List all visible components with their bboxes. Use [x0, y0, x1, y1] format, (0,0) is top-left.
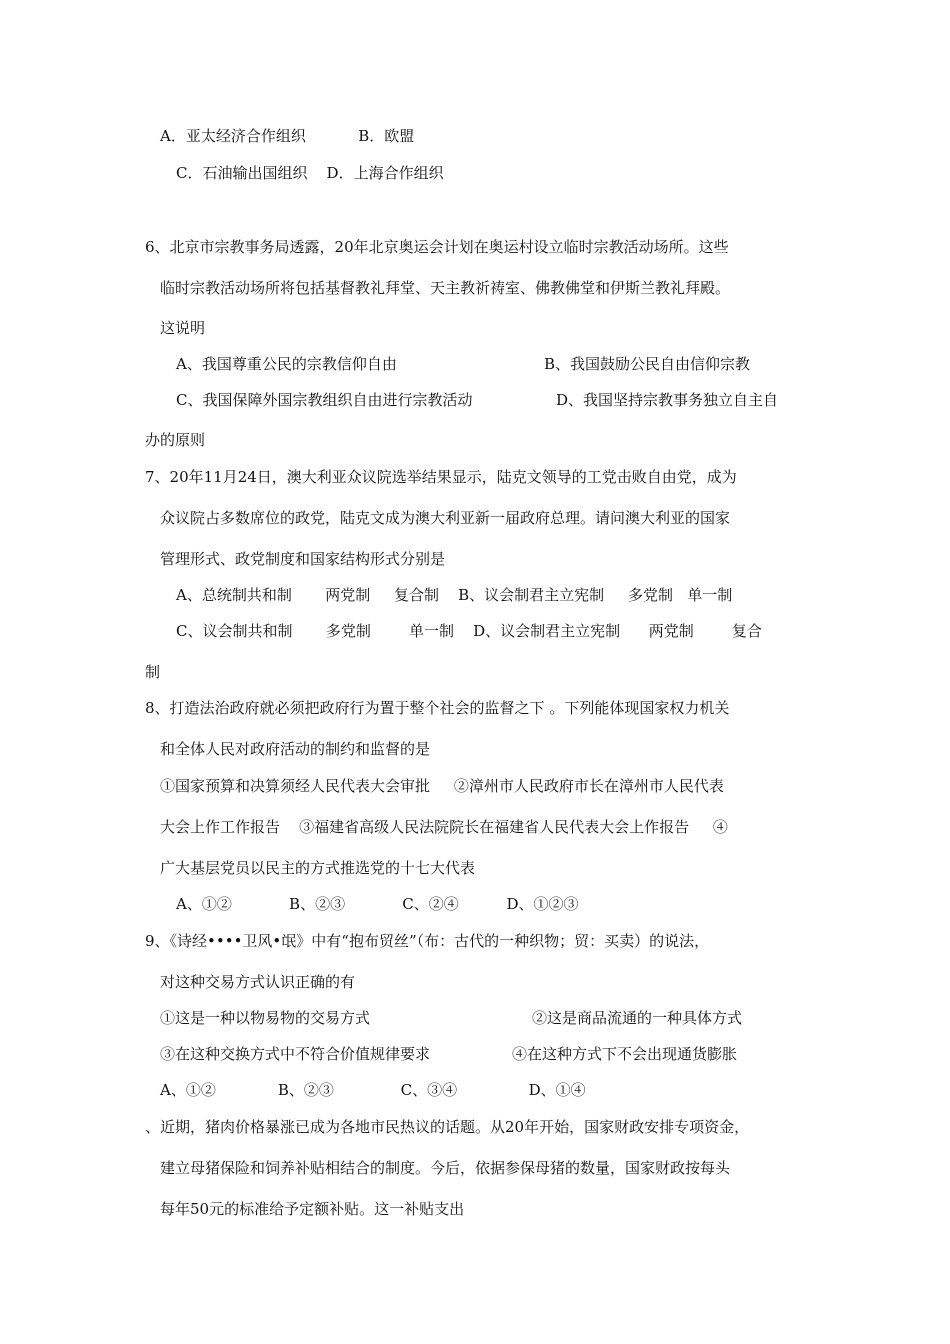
- q6-option-d: D、我国坚持宗教事务独立自主自: [556, 391, 779, 409]
- q6-option-d-continued: 办的原则: [145, 431, 206, 449]
- q7-options-line-3: 制: [145, 663, 161, 681]
- q8-item-line-2: 大会上作工作报告 ③福建省高级人民法院院长在福建省人民代表大会上作报告 ④: [160, 818, 728, 836]
- q6-option-a: A、我国尊重公民的宗教信仰自由: [176, 355, 397, 373]
- q9-options: A、①② B、②③ C、③④ D、①④: [160, 1081, 586, 1099]
- q7-stem-line-3: 管理形式、政党制度和国家结构形式分别是: [160, 550, 446, 568]
- q10-stem-line-3: 每年50元的标准给予定额补贴。这一补贴支出: [160, 1200, 465, 1218]
- q9-item-4: ④在这种方式下不会出现通货膨胀: [512, 1045, 738, 1063]
- q7-options-line-2: C、议会制共和制 多党制 单一制 D、议会制君主立宪制 两党制 复合: [176, 622, 762, 640]
- q8-item-line-1: ①国家预算和决算须经人民代表大会审批 ②漳州市人民政府市长在漳州市人民代表: [160, 777, 724, 795]
- q5-options-line-1: A．亚太经济合作组织 B．欧盟: [160, 127, 415, 145]
- q5-options-line-2: C．石油输出国组织 D．上海合作组织: [176, 164, 444, 182]
- q7-stem-line-2: 众议院占多数席位的政党，陆克文成为澳大利亚新一届政府总理。请问澳大利亚的国家: [160, 509, 731, 527]
- q7-stem-line-1: 7、20年11月24日，澳大利亚众议院选举结果显示，陆克文领导的工党击败自由党，成为: [145, 468, 737, 486]
- q6-stem-line-2: 临时宗教活动场所将包括基督教礼拜堂、天主教祈祷室、佛教佛堂和伊斯兰教礼拜殿。: [160, 279, 731, 297]
- q6-stem-line-3: 这说明: [160, 319, 206, 337]
- q8-item-line-3: 广大基层党员以民主的方式推选党的十七大代表: [160, 859, 476, 877]
- q9-item-3: ③在这种交换方式中不符合价值规律要求: [160, 1045, 431, 1063]
- q7-options-line-1: A、总统制共和制 两党制 复合制 B、议会制君主立宪制 多党制 单一制: [176, 586, 733, 604]
- q8-stem-line-1: 8、打造法治政府就必须把政府行为置于整个社会的监督之下 。下列能体现国家权力机关: [145, 699, 730, 717]
- q8-stem-line-2: 和全体人民对政府活动的制约和监督的是: [160, 740, 431, 758]
- q9-stem-line-2: 对这种交易方式认识正确的有: [160, 973, 356, 991]
- q9-stem-line-1: 9、《诗经••••卫风•氓》中有“抱布贸丝”（布：古代的一种织物；贸：买卖）的说法，: [145, 932, 710, 950]
- q9-item-2: ②这是商品流通的一种具体方式: [532, 1009, 743, 1027]
- q6-option-b: B、我国鼓励公民自由信仰宗教: [544, 355, 751, 373]
- q10-stem-line-2: 建立母猪保险和饲养补贴相结合的制度。今后，依据参保母猪的数量，国家财政按每头: [160, 1159, 731, 1177]
- q9-item-1: ①这是一种以物易物的交易方式: [160, 1009, 371, 1027]
- q8-options: A、①② B、②③ C、②④ D、①②③: [176, 895, 579, 913]
- q6-option-c: C、我国保障外国宗教组织自由进行宗教活动: [176, 391, 473, 409]
- q10-stem-line-1: 、近期，猪肉价格暴涨已成为各地市民热议的话题。从20年开始，国家财政安排专项资金，: [145, 1118, 750, 1136]
- q6-stem-line-1: 6、北京市宗教事务局透露，20年北京奥运会计划在奥运村设立临时宗教活动场所。这些: [145, 238, 729, 256]
